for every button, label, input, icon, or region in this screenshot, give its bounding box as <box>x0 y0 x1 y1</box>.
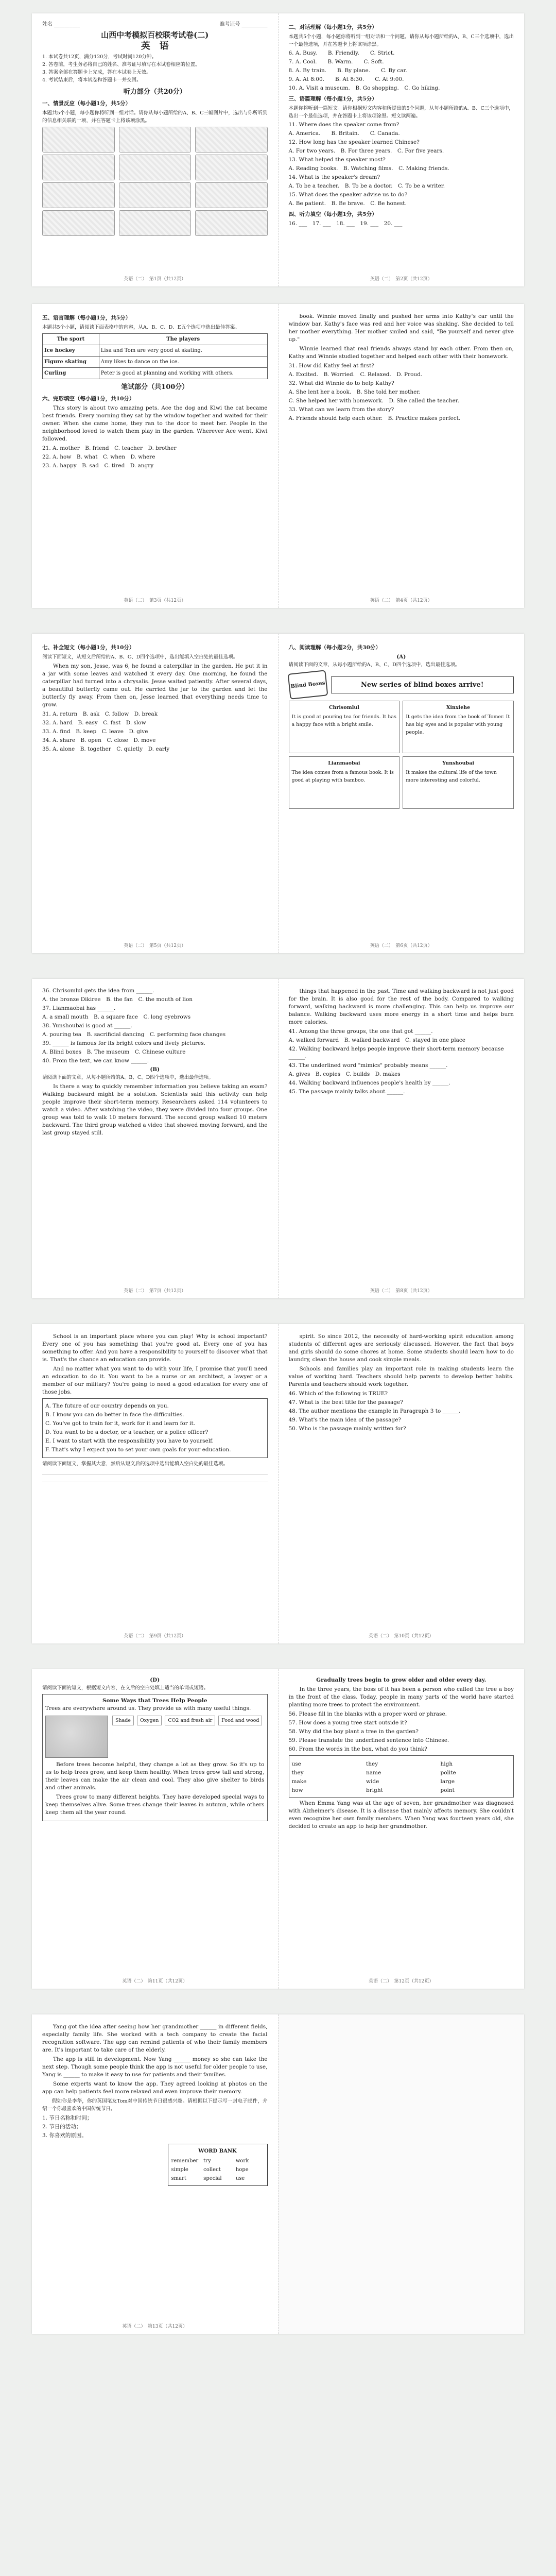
page7-left-column <box>32 2014 278 2334</box>
exam-page-3 <box>32 634 524 953</box>
word-box-item: high <box>440 1761 453 1767</box>
page-footer: 英语（二） 第9页（共12页） <box>124 1634 186 1639</box>
question-line: 31. How did Kathy feel at first? <box>288 363 374 369</box>
question-line: 45. The passage mainly talks about ______. <box>288 1089 405 1095</box>
blind-box-card: Xinxiehe It gets the idea from the book of Tomer. It has big eyes and is popular with young people. <box>403 701 514 753</box>
word-bank-item: simple <box>171 2167 188 2173</box>
question-line: 39. ______ is famous for its bright colors and lively pictures. <box>42 1040 205 1046</box>
passage-text: And no matter what you want to do with your life, I promise that you'll need an education to do it. You want to be a nurse or an architect, a lawyer or a member of our military? You're going to need a good education for every one of those jobs. <box>42 1366 268 1395</box>
page-footer: 英语（二） 第13页（共12页） <box>122 2324 187 2329</box>
question-line: 57. How does a young tree start outside it? <box>288 1720 407 1726</box>
question-line: A. pouring tea B. sacrificial dancing C. performing face changes <box>42 1031 226 1038</box>
table-header: The players <box>99 334 267 345</box>
page-footer: 英语（二） 第12页（共12页） <box>369 1979 434 1984</box>
question-line: A. For two years. B. For three years. C. For five years. <box>288 148 444 154</box>
tree-infographic <box>42 1694 268 1821</box>
option-line: 32. A. hard B. easy C. fast D. slow <box>42 720 146 726</box>
question-line: 43. The underlined word "mimics" probably means ______. <box>288 1062 448 1069</box>
answer-line <box>42 1478 268 1482</box>
list-item: C. You've got to train for it, work for it and learn for it. <box>45 1420 196 1427</box>
tree-label: Oxygen <box>137 1716 162 1725</box>
table-row <box>43 345 268 357</box>
section-desc: 请阅读下面的文章，从每小题所给的A、B、C、D四个选项中，选出最佳选项。 <box>288 662 460 668</box>
page4-left-column <box>32 979 278 1298</box>
word-box-item: they <box>366 1761 378 1767</box>
word-bank-item: hope <box>235 2167 249 2173</box>
question-line: 二、对话理解（每小题1分，共5分） <box>288 24 377 30</box>
list-item: F. That's why I expect you to set your own goals for your education. <box>45 1447 231 1453</box>
page-footer: 英语（二） 第8页（共12页） <box>370 1289 432 1294</box>
passage-text: School is an important place where you can play! Why is school important? Every one of you has something that you're good at. Every one of you has something to offer. And you have a responsibility to yourself to discover what that is. That's the chance an education can provide. <box>42 1333 268 1363</box>
option-line: 35. A. alone B. together C. quietly D. early <box>42 746 170 752</box>
instruction-line: 3. 答案全部在答题卡上完成，答在本试卷上无效。 <box>42 70 151 75</box>
picture-row-2 <box>42 155 268 180</box>
table-header: The sport <box>43 334 99 345</box>
option-line: 31. A. return B. ask C. follow D. break <box>42 711 158 717</box>
question-line: 11. Where does the speaker come from? <box>288 122 399 128</box>
question-line: 58. Why did the boy plant a tree in the garden? <box>288 1728 419 1735</box>
page-footer: 英语（二） 第6页（共12页） <box>370 943 432 948</box>
page3-right-column <box>278 634 525 953</box>
passage-text: When Emma Yang was at the age of seven, her grandmother was diagnosed with Alzheimer's disease. It is a disease that mainly affects memory. She couldn't even recognize her own family members. When Yang was fourteen years old, she decided to create an app to help her grandmother. <box>288 1800 514 1829</box>
picture-option <box>42 155 115 180</box>
word-box <box>289 1755 514 1798</box>
sports-table <box>42 333 268 379</box>
passage-text: Before trees become helpful, they change a lot as they grow. So it's up to us to help trees grow, and keep them healthy. When trees grow tall and strong, their leaves can make the air clean and cool. They also give shelter to birds and other animals. <box>45 1761 265 1791</box>
section-title: 六、完形填空（每小题1分，共10分） <box>42 396 135 402</box>
passage-label: (D) <box>150 1677 160 1683</box>
blind-box-card: Lianmaobai The idea comes from a famous book. It is good at playing with bamboo. <box>289 756 400 809</box>
page2-right-column <box>278 304 525 608</box>
page3-left-column <box>32 634 278 953</box>
word-bank-item: work <box>235 2158 249 2164</box>
question-line: 49. What's the main idea of the passage? <box>288 1417 401 1423</box>
section-desc: 请阅读下面的文章，从每小题所给的A、B、C、D四个选项中，选出最佳选项。 <box>42 1075 214 1080</box>
exam-title: 山西中考模拟百校联考试卷(二) <box>101 30 209 40</box>
written-part-title: 笔试部分（共100分） <box>121 383 189 391</box>
section-desc: 本题共5个小题，每小题你将听到一组对话。请你从每小题所给的A、B、C三幅图片中，选出与你所听到的信息相关联的一项，并在答题卡上将该项涂黑。 <box>42 110 268 124</box>
question-line: A. Be patient. B. Be brave. C. Be honest. <box>288 200 407 207</box>
passage-text: Schools and families play an important role in making students learn the value of working hard. Teachers should help parents to develop better habits. Parents and teachers should work together. <box>288 1366 514 1387</box>
passage-text: In the three years, the boss of it has been a person who called the tree a boy in the front of the class. Today, people in many parts of the world have started planting more trees to protect the environment. <box>288 1686 514 1708</box>
page5-left-column <box>32 1324 278 1643</box>
list-item: A. The future of our country depends on you. <box>45 1403 169 1409</box>
page1-right-column <box>278 13 525 286</box>
question-line: A. Excited. B. Worried. C. Relaxed. D. Proud. <box>288 371 423 378</box>
page-footer: 英语（二） 第1页（共12页） <box>124 277 186 282</box>
word-bank-item: remember <box>171 2158 199 2164</box>
section-desc: 本题共5个小题，请阅读下面表格中的内容，从A、B、C、D、E五个选项中选出最佳答案。 <box>42 325 240 330</box>
passage-title: Gradually trees begin to grow older and older every day. <box>316 1677 486 1683</box>
picture-row-4 <box>42 210 268 236</box>
question-line: A. the bronze Dikiree B. the fan C. the mouth of lion <box>42 996 193 1003</box>
page-footer: 英语（二） 第7页（共12页） <box>124 1289 186 1294</box>
page-footer: 英语（二） 第10页（共12页） <box>369 1634 434 1639</box>
blind-box-logo: Blind Boxes <box>287 670 328 699</box>
page6-right-column <box>278 1669 525 1989</box>
question-line: 36. Chrisomlul gets the idea from ______. <box>42 988 154 994</box>
picture-option <box>42 127 115 152</box>
table-cell: Ice hockey <box>43 345 99 357</box>
picture-option <box>119 155 192 180</box>
question-line: 38. Yunshoubai is good at ______. <box>42 1023 132 1029</box>
list-item: D. You want to be a doctor, or a teacher, or a police officer? <box>45 1429 208 1435</box>
infographic-intro: Trees are everywhere around us. They provide us with many useful things. <box>45 1705 251 1711</box>
passage-text: When my son, Jesse, was 6, he found a caterpillar in the garden. He put it in a jar with some leaves and watched it every day. One morning, he found the caterpillar had turned into a chrysalis. Jesse waited patiently. After several days, a beautiful butterfly came out. He carried the jar to the garden and let the butterfly fly away. From then on, Jesse learned that everything needs time to grow. <box>42 663 268 708</box>
exam-page-7 <box>32 2014 524 2334</box>
table-cell: Peter is good at planning and working with others. <box>99 368 267 379</box>
page-footer: 英语（二） 第5页（共12页） <box>124 943 186 948</box>
question-line: 9. A. At 8:00. B. At 8:30. C. At 9:00. <box>288 76 404 82</box>
passage-text: Some experts want to know the app. They agreed looking at photos on the app can help patients feel more relaxed and even improve their memory. <box>42 2081 268 2095</box>
option-list <box>42 1398 268 1458</box>
section-title: 一、情景反应（每小题1分，共5分） <box>42 100 131 107</box>
question-line: 59. Please translate the underlined sentence into Chinese. <box>288 1737 449 1743</box>
passage-text: Yang got the idea after seeing how her grandmother ______ in different fields, especially family life. She worked with a tech company to create the facial recognition software. The app can remind patients of who their family members are. It's important to take care of the elderly. <box>42 2024 268 2053</box>
word-bank <box>168 2144 268 2186</box>
passage-text: Is there a way to quickly remember information you believe taking an exam? Walking backward might be a solution. Scientists said this activity can help people improve their short-term memory. Researchers asked 114 volunteers to watch a video. After watching the video, they were divided into four groups. One group was told to walk 10 meters forward. The second group walked 10 meters backward. The third group watched a video that showed moving forward, and the last group stayed still. <box>42 1083 268 1136</box>
page6-left-column <box>32 1669 278 1989</box>
question-line: 60. From the words in the box, what do you think? <box>288 1746 427 1752</box>
question-line: A. To be a teacher. B. To be a doctor. C. To be a writer. <box>288 183 445 189</box>
question-line: 42. Walking backward helps people improve their short-term memory because ______. <box>288 1046 504 1060</box>
picture-option <box>195 182 268 208</box>
tree-labels <box>112 1716 262 1725</box>
passage-text: Trees grow to many different heights. They have developed special ways to keep themselves alive. Some trees change their leaves in autumn, while others keep them all the year round. <box>45 1794 265 1816</box>
picture-option <box>195 210 268 236</box>
passage-text: things that happened in the past. Time and walking backward is not just good for the brain. It is also good for the rest of the body. Compared to walking forward, walking backward is more challenging. This can help us improve our balance. Walking backward uses more energy in a short time and helps burn more calories. <box>288 988 514 1025</box>
question-line: A. Reading books. B. Watching films. C. Making friends. <box>288 165 449 172</box>
header-fields <box>42 21 268 28</box>
passage-text: book. Winnie moved finally and pushed her arms into Kathy's car until the window bar. Kathy's face was red and her voice was shaking. She decided to tell her mother everything. Her mother smiled and said, "Be yourself and never give up." <box>288 313 514 343</box>
section-desc: 请阅读下面的短文，根据短文内容，在文后的空白处填上适当的单词或短语。 <box>42 1685 209 1691</box>
tree-label: Food and wood <box>218 1716 262 1725</box>
page-footer: 英语（二） 第2页（共12页） <box>370 277 432 282</box>
section-desc: 阅读下面短文，从短文后所给的A、B、C、D四个选项中，选出能填入空白处的最佳选项。 <box>42 654 238 660</box>
picture-option <box>119 127 192 152</box>
option-line: 21. A. mother B. friend C. teacher D. brother <box>42 445 177 451</box>
word-bank-item: special <box>203 2176 222 2181</box>
list-item: B. I know you can do better in face the difficulties. <box>45 1412 184 1418</box>
question-line: 44. Walking backward influences people's health by ______. <box>288 1080 450 1086</box>
table-row <box>43 357 268 368</box>
section-title: 五、语言理解（每小题1分，共5分） <box>42 315 131 321</box>
passage-label: (A) <box>396 654 406 660</box>
listening-part-title: 听力部分（共20分） <box>123 88 186 96</box>
section-desc: 请阅读下面短文，掌握其大意，然后从短文后的选项中选出能填入空白处的最佳选项。 <box>42 1461 229 1467</box>
field-id: 准考证号 __________ <box>219 22 268 27</box>
instruction-line: 1. 本试卷共12页，满分120分，考试时间120分钟。 <box>42 54 157 60</box>
option-line: 33. A. find B. keep C. leave D. give <box>42 728 148 735</box>
passage-text: Winnie learned that real friends always stand by each other. From then on, Kathy and Winnie studied together and helped each other with their homework. <box>288 346 514 360</box>
blind-box-card: Yunshoubai It makes the cultural life of the town more interesting and colorful. <box>403 756 514 809</box>
question-line: A. Blind boxes B. The museum C. Chinese culture <box>42 1049 186 1055</box>
question-line: 本题你将听到一篇短文。请你根据短文内容和所提出的5个问题，从每小题所给的A、B、C三个选项中，选出一个最佳选项，并在答题卡上将该项涂黑。短文读两遍。 <box>288 106 514 119</box>
word-box-item: bright <box>366 1787 383 1793</box>
question-line: A. walked forward B. walked backward C. stayed in one place <box>288 1037 465 1043</box>
option-line: 22. A. how B. what C. when D. where <box>42 454 155 460</box>
tree-label: Shade <box>112 1716 134 1725</box>
word-box-item: name <box>366 1770 381 1776</box>
exam-page-2 <box>32 304 524 608</box>
exam-page-1 <box>32 13 524 286</box>
passage-text: spirit. So since 2012, the necessity of hard-working spirit education among students of different ages are seriously discussed. However, the fact that boys and girls should do some chores at home. Some students should learn how to do laundry, clean the house and cook simple meals. <box>288 1333 514 1363</box>
table-cell: Lisa and Tom are very good at skating. <box>99 345 267 357</box>
question-line: A. America. B. Britain. C. Canada. <box>288 130 400 137</box>
passage-text: The app is still in development. Now Yang ______ money so she can take the next step. Though some people think the app is not useful for older people to use, Yang is ______ to make it easy to use for patients and their families. <box>42 2056 268 2078</box>
exam-page-5 <box>32 1324 524 1643</box>
word-bank-item: smart <box>171 2176 186 2181</box>
table-cell: Figure skating <box>43 357 99 368</box>
section-title: 七、补全短文（每小题1分，共10分） <box>42 645 135 651</box>
question-line: 32. What did Winnie do to help Kathy? <box>288 380 394 386</box>
table-cell: Curling <box>43 368 99 379</box>
page2-left-column <box>32 304 278 608</box>
question-line: 13. What helped the speaker most? <box>288 157 386 163</box>
page5-right-column <box>278 1324 525 1643</box>
question-line: 10. A. Visit a museum. B. Go shopping. C. Go hiking. <box>288 85 440 91</box>
writing-tip: 2. 节日的活动； <box>42 2124 82 2130</box>
question-line: 33. What can we learn from the story? <box>288 406 394 413</box>
exam-page-4 <box>32 979 524 1298</box>
table-cell: Amy likes to dance on the ice. <box>99 357 267 368</box>
question-line: 7. A. Cool. B. Warm. C. Soft. <box>288 59 384 65</box>
writing-tip: 3. 你喜欢的原因。 <box>42 2132 87 2139</box>
question-line: 16. ___ 17. ___ 18. ___ 19. ___ 20. ___ <box>288 221 403 227</box>
question-line: 15. What does the speaker advise us to do? <box>288 192 408 198</box>
word-bank-title: WORD BANK <box>198 2148 237 2154</box>
page4-right-column <box>278 979 525 1298</box>
question-line: 40. From the text, we can know ______. <box>42 1058 149 1064</box>
blind-box-banner <box>289 672 514 698</box>
option-line: 34. A. share B. open C. close D. move <box>42 737 156 743</box>
picture-row-3 <box>42 182 268 208</box>
question-line: 本题共5个小题，每小题你将听到一组对话和一个问题。请你从每小题所给的A、B、C三个选项中，选出一个最佳选项，并在答题卡上将该项涂黑。 <box>288 34 514 47</box>
question-line: 41. Among the three groups, the one that got ______. <box>288 1028 433 1035</box>
picture-option <box>42 182 115 208</box>
page7-right-column <box>278 2014 525 2334</box>
exam-subject: 英 语 <box>141 41 169 52</box>
table-row <box>43 368 268 379</box>
question-line: 48. The author mentions the example in Paragraph 3 to ______. <box>288 1408 461 1414</box>
picture-option <box>119 210 192 236</box>
word-box-item: how <box>291 1787 303 1793</box>
picture-option <box>195 155 268 180</box>
question-line: A. a small mouth B. a square face C. long eyebrows <box>42 1014 191 1020</box>
passage-label: (B) <box>150 1066 160 1073</box>
instruction-line: 2. 答卷前，考生务必将自己的姓名、准考证号填写在本试卷相应的位置。 <box>42 62 200 67</box>
picture-option <box>119 182 192 208</box>
instruction-line: 4. 考试结束后，将本试卷和答题卡一并交回。 <box>42 77 142 83</box>
question-line: 14. What is the speaker's dream? <box>288 174 380 180</box>
question-line: 12. How long has the speaker learned Chinese? <box>288 139 420 145</box>
writing-prompt: 假如你是李华，你的英国笔友Tom对中国传统节日很感兴趣。请根据以下提示写一封电子邮件，介绍一个你最喜欢的中国传统节日。 <box>42 2098 268 2112</box>
answer-line <box>42 1470 268 1475</box>
word-box-item: they <box>291 1770 304 1776</box>
word-bank-item: try <box>203 2158 211 2164</box>
question-line: A. She lent her a book. B. She told her mother. <box>288 389 421 395</box>
word-box-item: make <box>291 1778 307 1785</box>
word-bank-item: use <box>235 2176 245 2181</box>
question-line: 三、语篇理解（每小题1分，共5分） <box>288 96 377 102</box>
option-line: 23. A. happy B. sad C. tired D. angry <box>42 463 154 469</box>
word-bank-item: collect <box>203 2167 221 2173</box>
cloze-passage: This story is about two amazing pets. Ace the dog and Kiwi the cat became best friends. Every morning they sat by the window together and waited for their owner. When she came home, they ran to the door to meet her. People in the neighborhood loved to watch them play in the garden. Wherever Ace went, Kiwi followed. <box>42 405 268 442</box>
word-box-item: point <box>440 1787 455 1793</box>
question-line: 6. A. Busy. B. Friendly. C. Strict. <box>288 50 395 56</box>
blind-box-card: Chrisomlul It is good at pouring tea for friends. It has a happy face with a bright smile. <box>289 701 400 753</box>
page-footer: 英语（二） 第11页（共12页） <box>122 1979 187 1984</box>
question-line: C. She helped her with homework. D. She called the teacher. <box>288 398 460 404</box>
list-item: E. I want to start with the responsibility you have to yourself. <box>45 1438 214 1444</box>
word-box-item: polite <box>440 1770 456 1776</box>
question-line: 8. A. By train. B. By plane. C. By car. <box>288 67 407 74</box>
page1-left-column <box>32 13 278 286</box>
tree-illustration <box>45 1716 108 1758</box>
tree-illustration-row <box>45 1716 265 1758</box>
picture-option <box>42 210 115 236</box>
question-line: 四、听力填空（每小题1分，共5分） <box>288 211 377 217</box>
page-footer: 英语（二） 第3页（共12页） <box>124 598 186 603</box>
word-box-item: wide <box>366 1778 379 1785</box>
infographic-title: Some Ways that Trees Help People <box>102 1698 207 1704</box>
question-line: 56. Please fill in the blanks with a proper word or phrase. <box>288 1711 447 1717</box>
banner-title: New series of blind boxes arrive! <box>331 676 514 693</box>
blind-box-cards <box>289 701 514 809</box>
word-box-item: use <box>291 1761 301 1767</box>
page-footer: 英语（二） 第4页（共12页） <box>370 598 432 603</box>
tree-label: CO2 and fresh air <box>165 1716 215 1725</box>
word-box-item: large <box>440 1778 455 1785</box>
question-line: A. Friends should help each other. B. Practice makes perfect. <box>288 415 461 421</box>
writing-tip: 1. 节日名称和时间； <box>42 2115 93 2121</box>
question-line: 47. What is the best title for the passage? <box>288 1399 403 1405</box>
field-name: 姓名 __________ <box>42 22 80 27</box>
question-line: 37. Lianmaobai has ______. <box>42 1005 116 1011</box>
instructions <box>42 53 268 84</box>
picture-option <box>195 127 268 152</box>
picture-row-1 <box>42 127 268 152</box>
question-line: 50. Who is the passage mainly written for? <box>288 1426 406 1432</box>
exam-page-6 <box>32 1669 524 1989</box>
section-title: 八、阅读理解（每小题2分，共30分） <box>288 645 381 651</box>
question-line: A. gives B. copies C. builds D. makes <box>288 1071 401 1077</box>
question-line: 46. Which of the following is TRUE? <box>288 1391 388 1397</box>
